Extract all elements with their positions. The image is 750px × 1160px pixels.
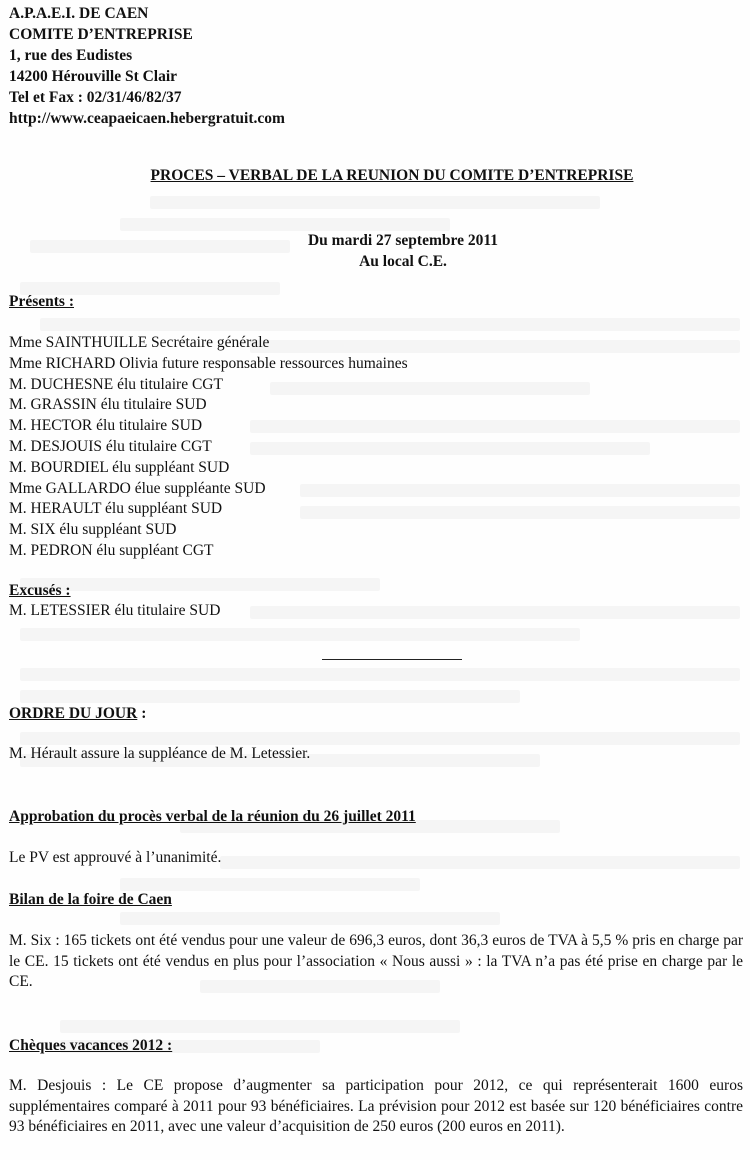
list-item: M. DUCHESNE élu titulaire CGT (9, 375, 223, 393)
org-street: 1, rue des Eudistes (9, 47, 133, 64)
presents-heading: Présents : (9, 293, 74, 310)
org-website: http://www.ceapaeicaen.hebergratuit.com (9, 110, 285, 127)
org-name: A.P.A.E.I. DE CAEN (9, 5, 149, 22)
list-item: Mme RICHARD Olivia future responsable ressources humaines (9, 354, 408, 372)
ordre-du-jour-label: ORDRE DU JOUR (9, 705, 138, 722)
ordre-du-jour-text: M. Hérault assure la suppléance de M. Letessier. (9, 745, 311, 762)
list-item: Mme SAINTHUILLE Secrétaire générale (9, 334, 270, 351)
list-item: M. BOURDIEL élu suppléant SUD (9, 458, 230, 476)
excuses-item: M. LETESSIER élu titulaire SUD (9, 602, 221, 619)
document-title: PROCES – VERBAL DE LA REUNION DU COMITE D’ENTREPRISE (150, 167, 634, 184)
ordre-du-jour-colon: : (137, 705, 147, 722)
list-item: M. SIX élu suppléant SUD (9, 521, 177, 539)
bilan-heading: Bilan de la foire de Caen (9, 891, 172, 908)
separator-line (322, 659, 462, 660)
list-item: M. HECTOR élu titulaire SUD (9, 417, 203, 435)
list-item: M. DESJOUIS élu titulaire CGT (9, 437, 212, 455)
org-phone-fax: Tel et Fax : 02/31/46/82/37 (9, 89, 182, 106)
ordre-du-jour-heading (9, 705, 146, 723)
cheques-heading: Chèques vacances 2012 : (9, 1037, 173, 1054)
meeting-place: Au local C.E. (359, 253, 447, 270)
organization-letterhead (9, 3, 285, 129)
meeting-date: Du mardi 27 septembre 2011 (307, 232, 498, 249)
cheques-text: M. Desjouis : Le CE propose d’augmenter sa participation pour 2012, ce qui représenterait 1600 euros supplémentaires comparé à 2011 pour 93 bénéficiaires. La prévision pour 2012 est basée sur 120 bénéficiaires contre 93 bénéficiaires en 2011, avec une valeur d’acquisition de 250 euros (200 euros en 2011). (9, 1077, 743, 1135)
excuses-heading: Excusés : (9, 582, 71, 599)
list-item: M. PEDRON élu suppléant CGT (9, 541, 214, 559)
presents-list (9, 333, 408, 562)
list-item: M. HERAULT élu suppléant SUD (9, 500, 223, 518)
org-city: 14200 Hérouville St Clair (9, 68, 178, 85)
approbation-heading: Approbation du procès verbal de la réunion du 26 juillet 2011 (9, 808, 416, 825)
meeting-info (0, 230, 750, 272)
approbation-text: Le PV est approuvé à l’unanimité. (9, 849, 222, 866)
org-committee: COMITE D’ENTREPRISE (9, 26, 193, 43)
list-item: Mme GALLARDO élue suppléante SUD (9, 479, 266, 497)
bilan-text: M. Six : 165 tickets ont été vendus pour une valeur de 696,3 euros, dont 36,3 euros de TVA à 5,5 % pris en charge par le CE. 15 tickets ont été vendus en plus pour l’association « Nous aussi » : la TVA n’a pas été prise en charge par le CE. (9, 932, 743, 990)
list-item: M. GRASSIN élu titulaire SUD (9, 396, 207, 414)
